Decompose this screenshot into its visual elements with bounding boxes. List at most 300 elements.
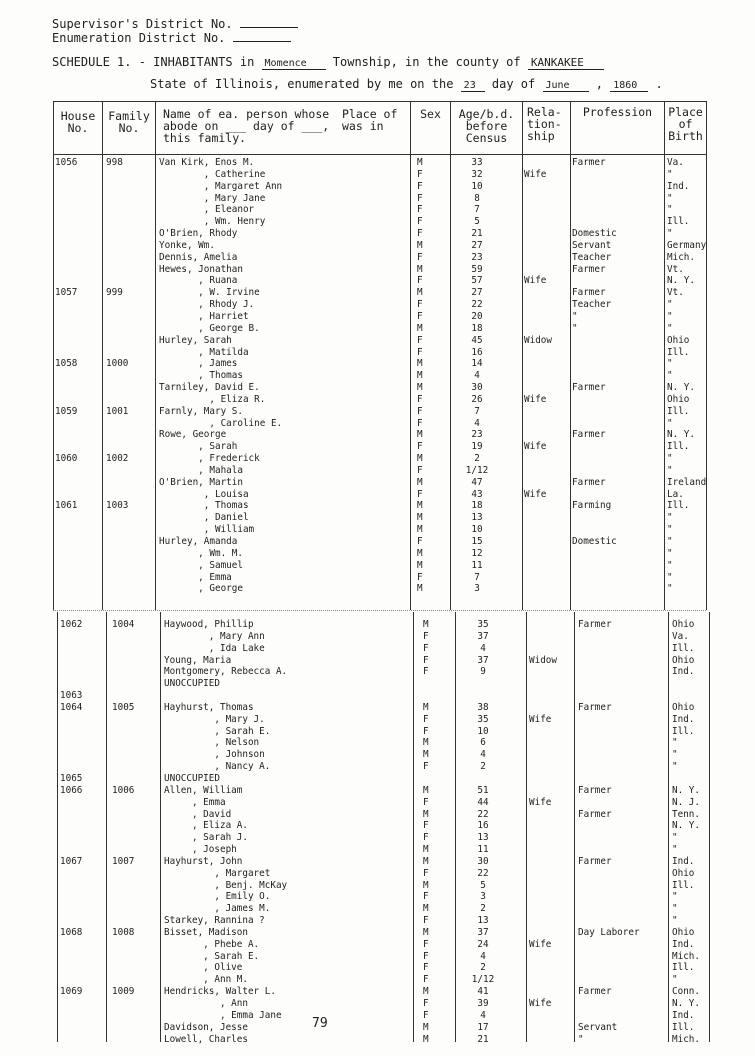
age-cell: 16 (477, 820, 489, 832)
enumeration-blank (233, 41, 291, 42)
profession-cell (578, 714, 640, 726)
profession-cell (572, 169, 617, 181)
sex-cell: F (417, 536, 423, 547)
profession-cell: Farmer (572, 287, 606, 299)
family-cell (112, 998, 134, 1010)
profession-cell (578, 962, 640, 974)
house-cell: 1069 (60, 986, 83, 998)
col-rule (522, 101, 523, 610)
profession-cell (572, 465, 617, 477)
col-header-family: Family No. (108, 109, 150, 135)
profession-cell: " (572, 310, 578, 322)
profession-cell: Farmer (578, 855, 612, 867)
age-cell: 33 (471, 157, 483, 168)
col-header-profession: Profession (582, 105, 653, 119)
age-cell: 11 (477, 844, 489, 856)
name-cell: , Eleanor (159, 204, 255, 216)
sex-cell (423, 690, 429, 702)
family-cell (112, 655, 134, 667)
age-cell (468, 773, 498, 785)
profession-cell (578, 797, 640, 809)
profession-cell: Teacher (572, 299, 612, 311)
profession-cell (572, 193, 617, 205)
age-cell: 20 (471, 310, 483, 322)
sex-cell: F (417, 168, 423, 180)
relation-cell (529, 962, 557, 974)
profession-cell: Domestic (572, 536, 617, 547)
name-cell: UNOCCUPIED (164, 678, 220, 690)
sex-cell: M (423, 903, 429, 915)
family-cell (112, 1010, 134, 1022)
name-cell: , Thomas (159, 370, 243, 382)
enumeration-line (52, 31, 291, 45)
name-cell: , Thomas (159, 500, 249, 512)
col-rule (455, 612, 456, 1042)
s2-birth-col (672, 619, 700, 1045)
col-rule (102, 101, 103, 610)
age-cell: 1/12 (465, 464, 489, 476)
profession-cell (578, 726, 640, 738)
sex-cell: M (417, 429, 423, 441)
birth-cell: Ind. (672, 666, 695, 678)
relation-cell: Widow (524, 334, 552, 346)
age-cell: 23 (471, 429, 483, 441)
birth-cell: Mich. (667, 251, 695, 263)
name-cell: , Sarah E. (164, 725, 271, 737)
age-cell: 4 (480, 950, 486, 962)
birth-cell: Ill. (672, 1021, 695, 1033)
profession-cell (572, 583, 617, 595)
house-cell (60, 974, 82, 986)
house-cell (60, 1034, 82, 1046)
birth-cell: " (672, 844, 678, 856)
age-cell: 27 (471, 287, 483, 299)
house-cell (55, 607, 77, 619)
name-cell: , Johnson (164, 749, 265, 761)
family-cell (106, 548, 128, 560)
age-cell: 13 (477, 915, 489, 927)
house-cell (55, 216, 77, 228)
profession-cell (578, 690, 640, 702)
house-cell (55, 275, 77, 287)
family-cell (106, 595, 128, 607)
profession-cell: Day Laborer (578, 926, 640, 938)
family-cell (106, 418, 128, 430)
family-cell (106, 323, 128, 335)
sex-cell: F (417, 228, 423, 240)
birth-cell: Tenn. (672, 808, 700, 820)
profession-cell: Farmer (572, 429, 606, 441)
relation-cell: Wife (529, 938, 552, 950)
family-cell (112, 832, 134, 844)
relation-cell (529, 903, 557, 915)
sex-cell: M (417, 559, 423, 571)
sex-cell: F (423, 998, 429, 1009)
family-cell: 1000 (106, 358, 129, 370)
state-line: State of Illinois, enumerated by me on the 23 day of June , 1860 . (150, 77, 663, 91)
name-cell: Hayhurst, John (164, 855, 243, 867)
profession-cell (578, 891, 640, 903)
birth-cell (672, 690, 700, 702)
sex-cell: M (423, 701, 429, 713)
birth-cell: N. J. (672, 796, 700, 808)
profession-cell: Farmer (578, 784, 612, 796)
name-cell: , Eliza R. (159, 393, 266, 405)
profession-cell (578, 773, 640, 785)
house-cell (60, 749, 82, 761)
profession-cell (572, 347, 617, 359)
house-cell (60, 915, 82, 927)
relation-cell: Wife (524, 168, 547, 180)
sex-cell: F (417, 310, 423, 322)
profession-cell (578, 844, 640, 856)
profession-cell (578, 903, 640, 915)
age-cell: 4 (480, 1009, 486, 1021)
birth-cell: " (672, 749, 678, 761)
profession-cell (578, 915, 640, 927)
birth-cell: " (667, 358, 673, 370)
sex-cell: M (417, 287, 423, 299)
family-cell: 1003 (106, 500, 129, 512)
house-cell (60, 998, 82, 1010)
age-cell: 13 (471, 512, 483, 524)
col-header-house: House No. (60, 109, 96, 135)
family-cell: 1007 (112, 855, 135, 867)
name-cell: , Wm. M. (159, 547, 243, 559)
age-cell: 18 (471, 500, 483, 512)
age-cell: 38 (477, 701, 489, 713)
family-cell (112, 643, 134, 655)
relation-cell: Wife (524, 488, 547, 500)
family-cell (106, 193, 128, 205)
name-cell: , Nancy A. (164, 761, 271, 773)
birth-cell: " (667, 536, 673, 547)
birth-cell: Ohio (672, 619, 695, 630)
sex-cell: M (423, 784, 429, 796)
relation-cell (524, 406, 552, 418)
family-cell (106, 264, 128, 276)
name-cell: , Joseph (164, 844, 237, 856)
sex-cell: F (417, 464, 423, 476)
sex-cell: F (423, 654, 429, 666)
house-cell (60, 844, 82, 856)
relation-cell: Wife (529, 796, 552, 808)
col-header-age: Age/b.d. before Census (458, 107, 515, 145)
supervisor-blank (240, 27, 298, 28)
birth-cell: " (667, 204, 673, 216)
birth-cell: Ind. (672, 855, 695, 867)
col-rule (668, 612, 669, 1042)
sex-cell: M (417, 476, 423, 488)
relation-cell (524, 287, 552, 299)
sex-cell: F (417, 275, 423, 287)
profession-cell: Domestic (572, 228, 617, 240)
birth-cell: " (667, 524, 673, 536)
profession-cell (578, 998, 640, 1010)
schedule-prefix: SCHEDULE 1. - INHABITANTS in (52, 55, 255, 69)
profession-cell (572, 512, 617, 524)
relation-cell (524, 204, 552, 216)
family-cell (112, 951, 134, 963)
s1-age-col (462, 157, 492, 595)
sex-cell: M (417, 157, 423, 168)
house-cell (55, 181, 77, 193)
house-cell (60, 678, 82, 690)
birth-cell: N. Y. (672, 820, 700, 832)
name-cell: , George B. (159, 322, 260, 334)
name-cell: , Olive (164, 962, 243, 974)
house-cell (55, 572, 77, 584)
relation-cell (529, 986, 557, 998)
house-cell (60, 655, 82, 667)
sex-cell: M (423, 986, 429, 998)
family-cell (106, 181, 128, 193)
house-cell (55, 394, 77, 406)
birth-cell: " (667, 192, 673, 204)
relation-cell (524, 382, 552, 394)
name-cell: Hendricks, Walter L. (164, 986, 276, 998)
age-cell: 6 (480, 737, 486, 749)
age-cell: 30 (471, 382, 483, 394)
profession-cell (578, 820, 640, 832)
age-cell: 21 (477, 1033, 489, 1045)
sex-cell: M (423, 1021, 429, 1033)
profession-cell (572, 489, 617, 501)
name-cell: Allen, William (164, 784, 243, 796)
name-cell: Dennis, Amelia (159, 251, 238, 263)
sex-cell: F (423, 725, 429, 737)
profession-cell (572, 216, 617, 228)
relation-cell (524, 453, 552, 465)
age-cell: 44 (477, 796, 489, 808)
relation-cell (529, 643, 557, 655)
relation-cell (524, 370, 552, 382)
age-cell: 2 (474, 453, 480, 465)
col-rule (410, 101, 411, 610)
age-cell: 17 (477, 1021, 489, 1033)
birth-cell: Vt. (667, 263, 684, 275)
age-cell: 3 (480, 891, 486, 903)
relation-cell (529, 690, 557, 702)
col-rule (450, 101, 451, 610)
age-cell: 2 (480, 903, 486, 915)
name-cell: , Emma Jane (164, 1009, 282, 1021)
birth-cell: " (667, 310, 673, 322)
year-value: 1860 (610, 80, 648, 92)
birth-cell: Ireland (667, 476, 707, 488)
s2-profession-col (578, 619, 640, 1045)
relation-cell (524, 216, 552, 228)
birth-cell: Ill. (667, 441, 690, 453)
house-cell (55, 477, 77, 489)
birth-cell: " (667, 168, 673, 180)
house-cell (55, 524, 77, 536)
relation-cell (529, 832, 557, 844)
birth-cell: Germany (667, 239, 707, 251)
s2-sex-col (423, 619, 429, 1045)
birth-cell: " (667, 559, 673, 571)
age-cell: 24 (477, 938, 489, 950)
age-cell (468, 678, 498, 690)
relation-cell (524, 429, 552, 441)
sex-cell: F (423, 832, 429, 844)
name-cell: Hayhurst, Thomas (164, 701, 254, 713)
sex-cell: M (417, 239, 423, 251)
birth-cell: Ill. (667, 405, 690, 417)
family-cell (106, 382, 128, 394)
col-rule (413, 612, 414, 1042)
family-cell (106, 347, 128, 359)
relation-cell (524, 264, 552, 276)
sex-cell: F (423, 938, 429, 950)
house-cell (60, 714, 82, 726)
year-end: . (655, 77, 663, 91)
relation-cell (524, 512, 552, 524)
name-cell: Van Kirk, Enos M. (159, 157, 255, 168)
sex-cell: F (423, 713, 429, 725)
house-cell (60, 643, 82, 655)
name-cell: , Wm. Henry (159, 216, 266, 228)
age-cell: 35 (477, 619, 489, 630)
family-cell (106, 275, 128, 287)
relation-cell (524, 252, 552, 264)
col-header-place-overlap: Place of was in (342, 107, 398, 133)
sex-cell: F (423, 950, 429, 962)
family-cell (112, 974, 134, 986)
profession-cell: Farmer (572, 382, 606, 394)
age-cell: 22 (471, 299, 483, 311)
name-cell: , Mary J. (164, 713, 265, 725)
house-cell (55, 193, 77, 205)
house-cell (60, 868, 82, 880)
county-text: Township, in the county of (332, 55, 521, 69)
birth-cell: Ind. (672, 938, 695, 950)
age-cell: 57 (471, 275, 483, 287)
sex-cell: M (417, 370, 423, 382)
profession-cell (578, 951, 640, 963)
birth-cell: Conn. (672, 986, 700, 998)
profession-cell (578, 678, 640, 690)
name-cell: , Emily O. (164, 891, 271, 903)
name-cell: Hurley, Sarah (159, 334, 232, 346)
s1-profession-col (572, 157, 617, 595)
col-rule (155, 101, 156, 610)
house-cell: 1059 (55, 405, 78, 417)
page-number: 79 (312, 1016, 328, 1031)
relation-cell (524, 465, 552, 477)
age-cell: 41 (477, 986, 489, 998)
birth-cell: Ohio (672, 654, 695, 666)
birth-cell: Ill. (672, 879, 695, 891)
profession-cell: Servant (578, 1021, 618, 1033)
house-cell (55, 204, 77, 216)
name-cell: , George (159, 583, 243, 595)
family-cell (112, 891, 134, 903)
family-cell (106, 465, 128, 477)
birth-cell: " (672, 761, 678, 773)
relation-cell (529, 915, 557, 927)
age-cell: 3 (474, 583, 480, 595)
age-cell: 5 (474, 216, 480, 228)
age-cell: 10 (477, 725, 489, 737)
sex-cell: F (417, 393, 423, 405)
relation-cell (529, 951, 557, 963)
name-cell: Starkey, Rannina ? (164, 915, 265, 927)
house-cell (55, 583, 77, 595)
family-cell (106, 524, 128, 536)
age-cell: 22 (477, 867, 489, 879)
sex-cell: F (417, 334, 423, 346)
birth-cell: " (667, 228, 673, 240)
relation-cell (529, 856, 557, 868)
relation-cell: Wife (529, 713, 552, 725)
relation-cell (524, 157, 552, 169)
sex-cell: F (423, 974, 429, 986)
house-cell (55, 299, 77, 311)
age-cell: 2 (480, 761, 486, 773)
table-top-rule (53, 101, 706, 102)
county-value: KANKAKEE (528, 56, 604, 70)
relation-cell (529, 619, 557, 631)
house-cell (55, 347, 77, 359)
sex-cell: F (423, 630, 429, 642)
name-cell: , Mahala (159, 464, 243, 476)
profession-cell (578, 832, 640, 844)
sex-cell: F (417, 405, 423, 417)
house-cell (60, 809, 82, 821)
name-cell (164, 690, 287, 702)
relation-cell (524, 548, 552, 560)
profession-cell (578, 655, 640, 667)
enumeration-label: Enumeration District No. (52, 31, 226, 45)
family-cell (106, 583, 128, 595)
sex-cell: F (423, 867, 429, 879)
sex-cell: M (423, 808, 429, 820)
name-cell: , Emma (159, 571, 232, 583)
age-cell: 22 (477, 808, 489, 820)
profession-cell: Farmer (578, 808, 612, 820)
sex-cell: F (417, 251, 423, 263)
name-cell: Tarniley, David E. (159, 382, 260, 394)
relation-cell (524, 536, 552, 548)
sex-cell: M (423, 926, 429, 938)
family-cell (106, 240, 128, 252)
family-cell: 1004 (112, 619, 135, 630)
age-cell: 45 (471, 334, 483, 346)
name-cell: , Matilda (159, 346, 249, 358)
house-cell (55, 548, 77, 560)
sex-cell: M (423, 879, 429, 891)
family-cell (106, 477, 128, 489)
age-cell: 7 (474, 571, 480, 583)
birth-cell: " (667, 299, 673, 311)
relation-cell: Wife (524, 441, 547, 453)
col-rule (526, 612, 527, 1042)
sex-cell: M (423, 844, 429, 856)
birth-cell: " (672, 891, 678, 903)
township-value: Momence (262, 58, 326, 70)
sex-cell: F (423, 891, 429, 903)
sex-cell: F (417, 204, 423, 216)
name-cell: , James (159, 358, 238, 370)
house-cell (60, 820, 82, 832)
house-cell (55, 512, 77, 524)
birth-cell (672, 773, 700, 785)
house-cell (60, 891, 82, 903)
family-cell (106, 216, 128, 228)
birth-cell: " (672, 737, 678, 749)
birth-cell: Ohio (667, 334, 690, 346)
